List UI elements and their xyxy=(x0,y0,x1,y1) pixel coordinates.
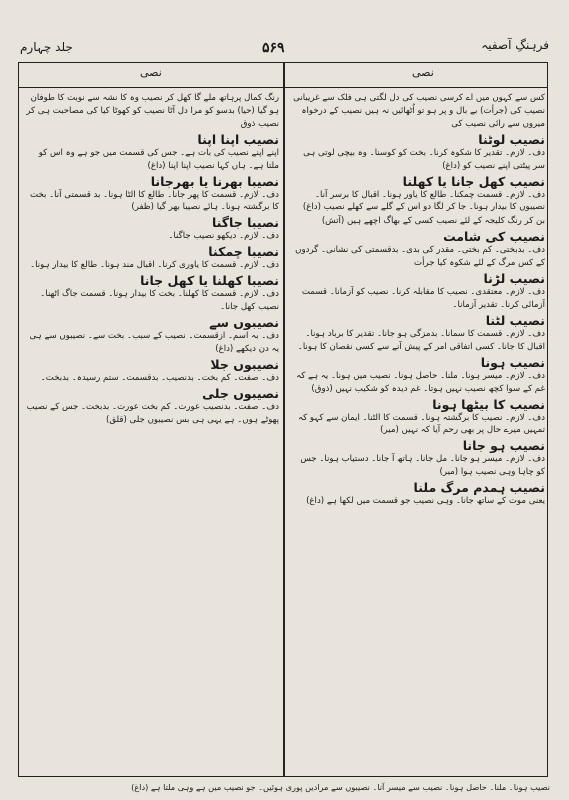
column-divider xyxy=(283,62,285,777)
entry-headword: نصیب ہونا xyxy=(480,354,545,370)
entry-headword: نصیب لٹنا xyxy=(485,312,545,328)
dictionary-entry: نصیبا چمکنا دف۔ لازم۔ قسمت کا یاوری کرنا۔ اقبال مند ہونا۔ طالع کا بیدار ہونا۔ xyxy=(24,244,279,272)
entry-headword: نصیبوں جلا xyxy=(210,356,279,372)
dictionary-entry: نصیب لڑنا دف۔ لازم۔ معتقدی۔ نصیب کا مقابلہ کرنا۔ نصیب کو آزمانا۔ قسمت آزمائی کرنا۔ تقدیر آزمانا۔ xyxy=(290,271,545,312)
dictionary-entry: نصیب لٹنا دف۔ لازم۔ قسمت کا سمانا۔ بدمزگی ہو جانا۔ تقدیر کا برباد ہونا۔ اقبال کا جانا۔ کسی اتفاقی امر کے پیش آنے سے کسی نقصان کا ہونا۔ xyxy=(290,313,545,354)
dictionary-entry: نصیب ہونا دف۔ لازم۔ میسر ہونا۔ ملنا۔ حاصل ہونا۔ نصیب میں ہونا۔ یہ ہے کہ غم کے سوا کچھ نصیب نہیں ہوتا۔ غم دیدہ کو شکیب نہیں (ذوق) xyxy=(290,355,545,396)
entry-headword: نصیبوں سے xyxy=(209,314,279,330)
entry-text: کس سے کہوں میں اے کرسی نصیب کی دل لگتی ہی فلک سے غریبانی نصیب کی (جرأت) بے بال و پر ہو تو اُٹھائیں نہ ہیں نصیب کے درخواہ میروں سے رائی نصیب کی xyxy=(293,93,545,129)
page-number: ۵۶۹ xyxy=(262,40,285,56)
page-header xyxy=(0,0,569,60)
entry-headword: نصیبا کھلنا یا کھل جانا xyxy=(140,273,279,289)
dictionary-entry: نصیبا بھرنا یا بھرجانا دف۔ لازم۔ قسمت کا پھر جانا۔ طالع کا الٹا ہونا۔ بد قسمتی آنا۔ بخت کا برگشتہ ہونا۔ ہائے نصیبا بھر گیا (ظفر) xyxy=(24,174,279,215)
left-column-heading: نصی xyxy=(140,66,162,79)
dictionary-entry: نصیبوں جلا دف۔ صفت۔ کم بخت۔ بدنصیب۔ بدقسمت۔ ستم رسیدہ۔ بدبخت۔ xyxy=(24,357,279,385)
right-column-heading: نصی xyxy=(412,66,434,79)
dictionary-entry: نصیبوں سے دف۔ بہ اسم۔ ازقسمت۔ نصیب کے سبب۔ بخت سے۔ نصیبوں سے ہی یہ دن دیکھے (داغ) xyxy=(24,315,279,356)
entry-headword: نصیبا بھرنا یا بھرجانا xyxy=(150,173,279,189)
entry-headword: نصیب کا بیٹھا ہونا xyxy=(432,396,545,412)
dictionary-entry: نصیبا جاگنا دف۔ لازم۔ دیکھو نصیب جاگنا۔ xyxy=(24,215,279,243)
dictionary-entry: نصیب ہمدم مرگ ملنا یعنی موت کے ساتھ جانا۔ وہی نصیب جو قسمت میں لکھا ہے (داغ) xyxy=(290,480,545,508)
entry-headword: نصیب کی شامت xyxy=(443,229,545,245)
dictionary-entry: نصیب کا بیٹھا ہونا دف۔ لازم۔ نصیب کا برگشتہ ہونا۔ قسمت کا الٹنا۔ ایمان سے کہو کہ تمہیں میرے حال پر بھی رحم آیا کہ نہیں (میر) xyxy=(290,397,545,438)
dictionary-entry: نصیبا کھلنا یا کھل جانا دف۔ لازم۔ قسمت کا کھلنا۔ بخت کا بیدار ہونا۔ قسمت جاگ اٹھنا۔ نصیب کھل جانا۔ xyxy=(24,273,279,314)
entry-headword: نصیب اپنا اپنا xyxy=(197,131,279,147)
entry-headword: نصیبوں جلی xyxy=(202,385,279,401)
book-title: فرہنگِ آصفیہ xyxy=(481,38,549,52)
dictionary-entry: بن کر رنگ کلیجہ کے لئے نصیب کسی کے بھاگ اچھے ہیں (آتش) xyxy=(321,216,545,227)
left-column xyxy=(24,92,279,772)
volume-label: جلد چہارم xyxy=(20,40,73,54)
entry-headword: نصیب ہو جانا xyxy=(462,438,545,454)
right-column xyxy=(290,92,545,772)
entry-headword: نصیبا جاگنا xyxy=(211,215,279,231)
entry-headword: نصیب لوٹنا xyxy=(478,131,545,147)
entry-headword: نصیبا چمکنا xyxy=(208,244,279,260)
entry-headword: نصیب کھل جانا یا کھلنا xyxy=(402,173,545,189)
entry-headword: نصیب ہمدم مرگ ملنا xyxy=(413,480,545,496)
footnote: نصیب ہونا۔ ملنا۔ حاصل ہونا۔ نصیب سے میسر آنا۔ نصیبوں سے مرادیں پوری ہوئیں۔ جو نصیب میں ہے وہی ملتا ہے (داغ) xyxy=(131,782,550,792)
dictionary-entry: نصیب اپنا اپنا اپنے اپنے نصیب کی بات ہے۔ جس کی قسمت میں جو ہے وہ اس کو ملتا ہے۔ ہاں کہا نصیب اپنا اپنا (داغ) xyxy=(24,132,279,173)
dictionary-entry: نصیبوں جلی دف۔ صفت۔ بدنصیب عورت۔ کم بخت عورت۔ بدبخت۔ جس کے نصیب پھوٹے ہوں۔ ہے یہی ہی بس نصیبوں جلی (قلق) xyxy=(24,386,279,427)
entry-headword: نصیب لڑنا xyxy=(483,271,545,287)
dictionary-entry: نصیب کی شامت دف۔ بدبختی۔ کم بختی۔ مقدر کی بدی۔ بدقسمتی کی نشانی۔ گردوں کے کس مرگ کے لئے شکوہ کیا جرأت xyxy=(290,229,545,270)
dictionary-entry: نصیب ہو جانا دف۔ لازم۔ میسر ہو جانا۔ مل جانا۔ ہاتھ آ جانا۔ دستیاب ہونا۔ جس کو چاہا وہی نصیب ہوا (میر) xyxy=(290,438,545,479)
entry-text: رنگ کمال پرہاتھ ملے گا کھل کر نصیب وہ کا نشہ سے نوبت کا طوفان ہو گیا (حیا) بدسو کو مرا دل آٹا نصیب کو کھوٹا کیا کی مصاحبت ہی کر نصیب ذوق xyxy=(26,93,279,129)
column-heading-rule xyxy=(18,87,548,88)
dictionary-entry: نصیب کھل جانا یا کھلنا دف۔ لازم۔ قسمت چمکنا۔ طالع کا یاور ہونا۔ اقبال کا برسر آنا۔ نصیبوں کا بیدار ہونا۔ جا کر لگا دو اس کے گلے سے کھلے نصیب (داغ) xyxy=(290,174,545,215)
dictionary-entry: نصیب لوٹنا دف۔ لازم۔ تقدیر کا شکوہ کرنا۔ بخت کو کوسنا۔ وہ بیچی لوتی ہی سر پیٹتی اپنے نصیب کو (داغ) xyxy=(290,132,545,173)
